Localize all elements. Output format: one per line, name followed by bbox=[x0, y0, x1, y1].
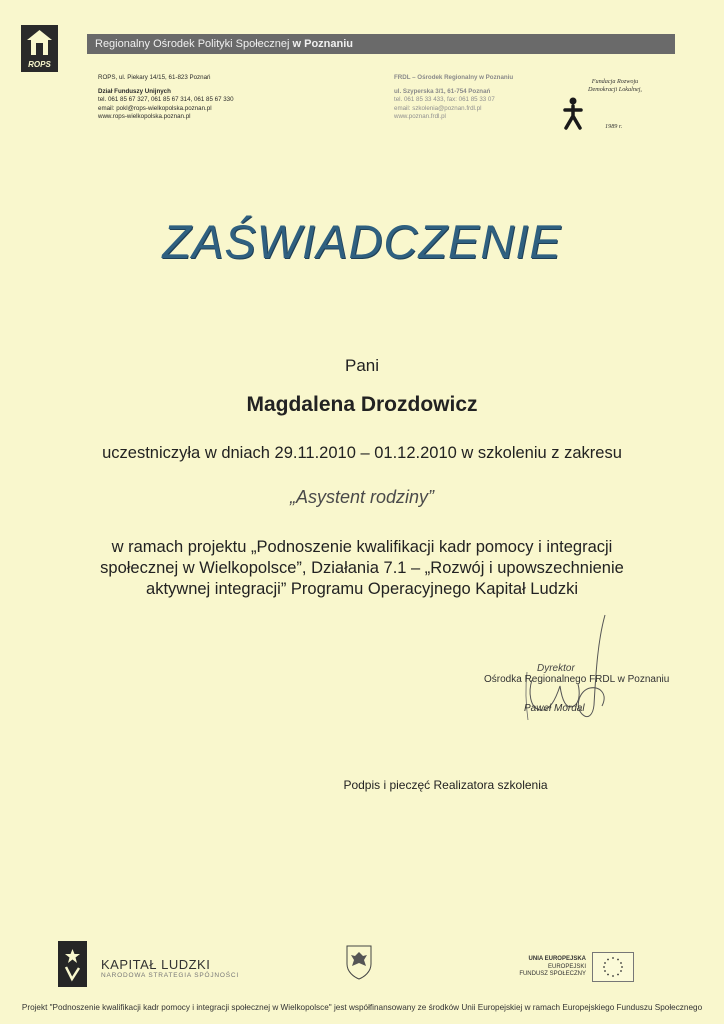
rops-logo bbox=[21, 25, 58, 72]
rops-website: www.rops-wielkopolska.poznan.pl bbox=[98, 113, 191, 121]
stamp-title: Dyrektor bbox=[537, 663, 575, 674]
rops-contact bbox=[98, 74, 298, 122]
eu-text bbox=[486, 956, 586, 979]
footer-note: Projekt "Podnoszenie kwalifikacji kadr pomocy i integracji społecznej w Wielkopolsce" jest współfinansowany ze środków Unii Europejskiej w ramach Europejskiego Funduszu Społecznego bbox=[21, 1003, 703, 1012]
recipient-name: Magdalena Drozdowicz bbox=[246, 393, 478, 416]
rops-address: ROPS, ul. Piekary 14/15, 61-823 Poznań bbox=[98, 74, 211, 81]
project-line-3: aktywnej integracji” Programu Operacyjnego Kapitał Ludzki bbox=[146, 580, 578, 598]
project-line-1: w ramach projektu „Podnoszenie kwalifikacji kadr pomocy i integracji bbox=[111, 538, 613, 556]
eu-line2: EUROPEJSKI bbox=[547, 963, 586, 970]
stamp-signatory: Paweł Mordal bbox=[524, 703, 585, 714]
fundacja-walker-icon bbox=[562, 96, 584, 135]
fundacja-line1: Fundacja Rozwoju bbox=[591, 78, 639, 85]
frdl-website: www.poznan.frdl.pl bbox=[394, 113, 446, 121]
salutation: Pani bbox=[344, 356, 380, 375]
course-name: „Asystent rodziny” bbox=[289, 487, 435, 507]
frdl-contact bbox=[394, 74, 554, 122]
fundacja-year: 1989 r. bbox=[605, 123, 623, 130]
signature-caption: Podpis i pieczęć Realizatora szkolenia bbox=[343, 778, 548, 792]
coat-of-arms-icon bbox=[344, 944, 374, 980]
header-bar-suffix: w Poznaniu bbox=[292, 38, 353, 50]
frdl-name: FRDL – Ośrodek Regionalny w Poznaniu bbox=[394, 74, 514, 81]
frdl-email: email: szkolenia@poznan.frdl.pl bbox=[394, 104, 482, 112]
header-bar bbox=[87, 34, 675, 54]
rops-department: Dział Funduszy Unijnych bbox=[98, 87, 171, 95]
fundacja-line2: Demokracji Lokalnej, bbox=[588, 86, 642, 93]
frdl-phone: tel. 061 85 33 433, fax: 061 85 33 07 bbox=[394, 96, 495, 104]
svg-text:ROPS: ROPS bbox=[28, 60, 51, 69]
certificate-title: ZAŚWIADCZENIE bbox=[162, 215, 562, 268]
project-description bbox=[60, 537, 664, 600]
header-bar-prefix: Regionalny Ośrodek Polityki Społecznej bbox=[95, 38, 290, 50]
kapital-ludzki-title: KAPITAŁ LUDZKI bbox=[101, 957, 211, 972]
rops-phone: tel. 061 85 67 327, 061 85 67 314, 061 85 67 330 bbox=[98, 96, 234, 104]
eu-line3: FUNDUSZ SPOŁECZNY bbox=[519, 971, 586, 977]
eu-line1: UNIA EUROPEJSKA bbox=[528, 956, 586, 962]
coat-of-arms-caption bbox=[327, 982, 391, 985]
eu-flag-icon bbox=[592, 952, 634, 982]
frdl-address: ul. Szyperska 3/1, 61-754 Poznań bbox=[394, 87, 491, 95]
participation-text: uczestniczyła w dniach 29.11.2010 – 01.12.2010 w szkoleniu z zakresu bbox=[102, 444, 622, 462]
stamp-organization: Ośrodka Regionalnego FRDL w Poznaniu bbox=[484, 674, 670, 685]
rops-email: email: pokl@rops-wielkopolska.poznan.pl bbox=[98, 104, 212, 112]
kapital-ludzki-logo bbox=[58, 941, 87, 987]
fundacja-name bbox=[565, 78, 665, 94]
kapital-ludzki-subtitle: NARODOWA STRATEGIA SPÓJNOŚCI bbox=[101, 972, 239, 979]
project-line-2: społecznej w Wielkopolsce”, Działania 7.1 – „Rozwój i upowszechnienie bbox=[100, 559, 624, 577]
